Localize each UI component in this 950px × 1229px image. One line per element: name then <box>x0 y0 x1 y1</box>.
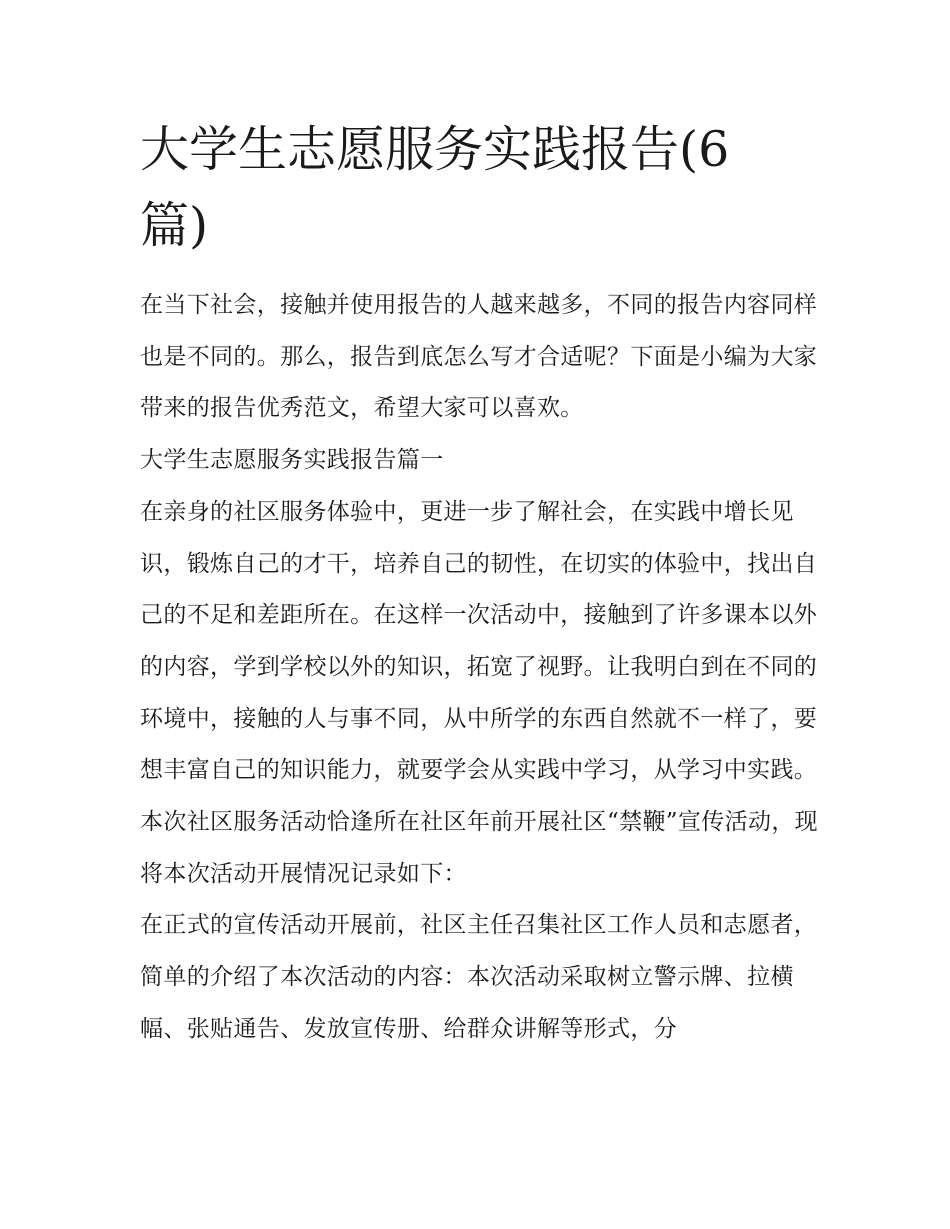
section-heading: 大学生志愿服务实践报告篇一 <box>140 447 444 474</box>
document-body <box>140 280 820 1056</box>
body-paragraph: 本次社区服务活动恰逢所在社区年前开展社区“禁鞭”宣传活动，现将本次活动开展情况记录如下： <box>140 809 819 887</box>
body-paragraph: 在正式的宣传活动开展前，社区主任召集社区工作人员和志愿者，简单的介绍了本次活动的内容：本次活动采取树立警示牌、拉横幅、张贴通告、发放宣传册、给群众讲解等形式，分 <box>140 912 818 1042</box>
body-paragraph: 在亲身的社区服务体验中，更进一步了解社会，在实践中增长见识，锻炼自己的才干，培养自己的韧性，在切实的体验中，找出自己的不足和差距所在。在这样一次活动中，接触到了许多课本以外的内容，学到学校以外的知识，拓宽了视野。让我明白到在不同的环境中，接触的人与事不同，从中所学的东西自然就不一样了，要想丰富自己的知识能力，就要学会从实践中学习，从学习中实践。 <box>140 498 818 784</box>
intro-paragraph: 在当下社会，接触并使用报告的人越来越多，不同的报告内容同样也是不同的。那么，报告到底怎么写才合适呢？下面是小编为大家带来的报告优秀范文，希望大家可以喜欢。 <box>140 292 818 422</box>
document-title: 大学生志愿服务实践报告(6篇) <box>140 121 730 254</box>
